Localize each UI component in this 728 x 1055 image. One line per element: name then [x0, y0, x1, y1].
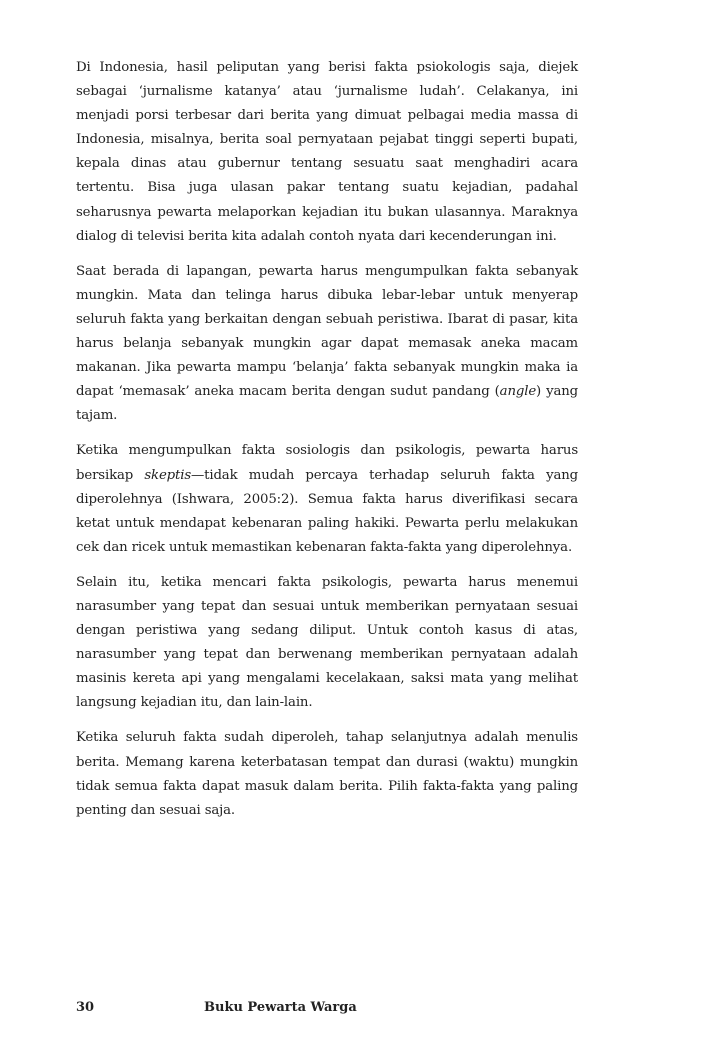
paragraph-2-italic-term: angle	[499, 384, 537, 400]
paragraph-3	[76, 439, 578, 559]
paragraph-2-text-b: ) yang tajam.	[76, 384, 578, 424]
page-footer	[76, 1000, 578, 1022]
paragraph-3-text-b: —tidak mudah percaya terhadap seluruh fakta yang diperolehnya (Ishwara, 2005:2). Semua fakta harus diverifikasi secara ketat untuk mendapat kebenaran paling hakiki. Pewarta perlu melakukan cek dan ricek untuk memastikan kebenaran fakta-fakta yang diperolehnya.	[76, 467, 578, 555]
paragraph-4: Selain itu, ketika mencari fakta psikologis, pewarta harus menemui narasumber yang tepat dan sesuai untuk memberikan pernyataan sesuai dengan peristiwa yang sedang diliput. Untuk contoh kasus di atas, narasumber yang tepat dan berwenang memberikan pernyataan adalah masinis kereta api yang mengalami kecelakaan, saksi mata yang melihat langsung kejadian itu, dan lain-lain.	[76, 574, 578, 711]
paragraph-3-text-a: Ketika mengumpulkan fakta sosiologis dan psikologis, pewarta harus bersikap	[76, 443, 578, 483]
paragraph-3-italic-term: skeptis	[144, 467, 191, 483]
paragraph-2	[76, 260, 578, 429]
paragraph-5: Ketika seluruh fakta sudah diperoleh, tahap selanjutnya adalah menulis berita. Memang karena keterbatasan tempat dan durasi (waktu) mungkin tidak semua fakta dapat masuk dalam berita. Pilih fakta-fakta yang paling penting dan sesuai saja.	[76, 730, 578, 818]
page-number: 30	[76, 1000, 95, 1015]
running-title: Buku Pewarta Warga	[204, 1000, 357, 1015]
page-body	[76, 56, 578, 834]
paragraph-2-text-a: Saat berada di lapangan, pewarta harus mengumpulkan fakta sebanyak mungkin. Mata dan telinga harus dibuka lebar-lebar untuk menyerap seluruh fakta yang berkaitan dengan sebuah peristiwa. Ibarat di pasar, kita harus belanja sebanyak mungkin agar dapat memasak aneka macam makanan. Jika pewarta mampu ‘belanja’ fakta sebanyak mungkin maka ia dapat ‘memasak’ aneka macam berita dengan sudut pandang (	[76, 263, 578, 400]
paragraph-1: Di Indonesia, hasil peliputan yang berisi fakta psiokologis saja, diejek sebagai ‘jurnalisme katanya’ atau ‘jurnalisme ludah’. Celakanya, ini menjadi porsi terbesar dari berita yang dimuat pelbagai media massa di Indonesia, misalnya, berita soal pernyataan pejabat tinggi seperti bupati, kepala dinas atau gubernur tentang sesuatu saat menghadiri acara tertentu. Bisa juga ulasan pakar tentang suatu kejadian, padahal seharusnya pewarta melaporkan kejadian itu bukan ulasannya. Maraknya dialog di televisi berita kita adalah contoh nyata dari kecenderungan ini.	[76, 60, 578, 244]
